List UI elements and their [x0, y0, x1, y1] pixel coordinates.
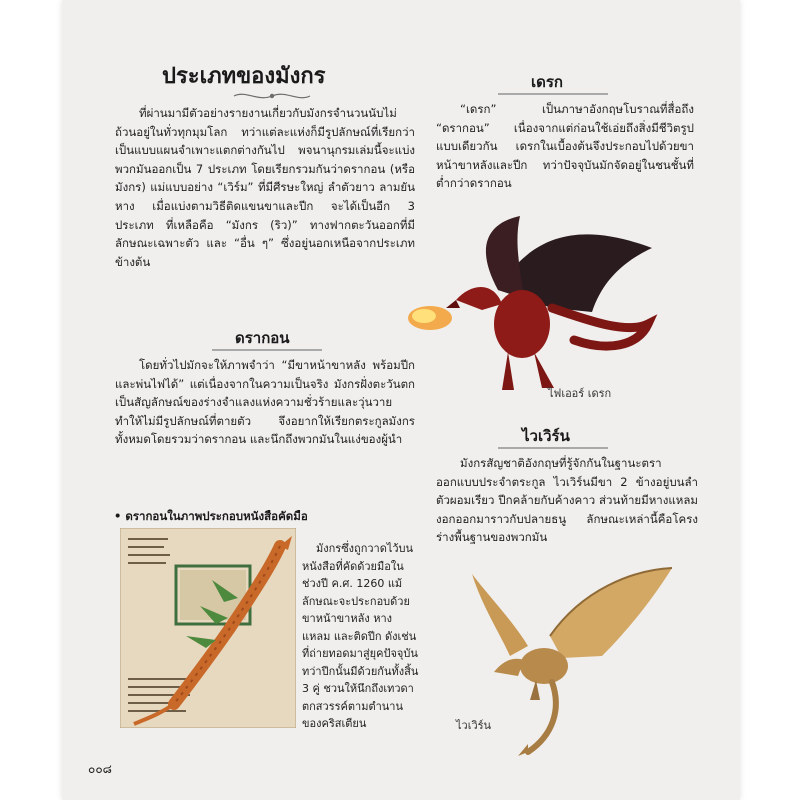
page-title: ประเภทของมังกร [162, 64, 326, 89]
manuscript-paragraph: มังกรซึ่งถูกวาดไว้บนหนังสือที่คัดด้วยมือในช่วงปี ค.ศ. 1260 แม้ลักษณะจะประกอบด้วยขาหน้าขาหลัง หางแหลม และติดปีก ดังเช่นที่ถ่ายทอดมาสู่ยุคปัจจุบัน ทว่าปีกนั้นมีด้วยกันทั้งสิ้น 3 คู่ ชวนให้นึกถึงเทวดาตกสวรรค์ตามตำนานของคริสเตียน [302, 542, 419, 730]
flourish-ornament [232, 88, 312, 104]
dragon-paragraph: โดยทั่วไปมักจะให้ภาพจำว่า “มีขาหน้าขาหลัง พร้อมปีกและพ่นไฟได้” แต่เนื่องจากในความเป็นจริง มังกรฝั่งตะวันตกเป็นสัญลักษณ์ของร่างจำแลงแห่งความชั่วร้ายและวุ่นวาย ทำให้ไม่มีรูปลักษณ์ที่ตายตัว จึงอยากให้เรียกตระกูลมังกรทั้งหมดโดยรวมว่าดรากอน และนึกถึงพวกมันในแง่ของผู้นำ [115, 358, 415, 447]
drake-caption: ไฟเออร์ เดรก [548, 387, 612, 400]
heading-underline [498, 93, 608, 95]
fire-drake-illustration [402, 212, 662, 402]
drake-paragraph: “เดรก” เป็นภาษาอังกฤษโบราณที่สื่อถึง “ดรากอน” เนื่องจากแต่ก่อนใช้เอ่ยถึงสิ่งมีชีวิตรูปแบบเดียวกัน เดรกในเบื้องต้นจึงประกอบไปด้วยขาหน้าขาหลังและปีก ทว่าปัจจุบันมักจัดอยู่ในชนชั้นที่ต่ำกว่าดรากอน [436, 102, 694, 191]
manuscript-dragon-illustration [120, 528, 296, 728]
section-heading-drake: เดรก [531, 73, 564, 91]
intro-paragraph: ที่ผ่านมามีตัวอย่างรายงานเกี่ยวกับมังกรจำนวนนับไม่ถ้วนอยู่ในทั่วทุกมุมโลก ทว่าแต่ละแห่งก็มีรูปลักษณ์ที่เรียกว่าเป็นแบบแผนจำเพาะแตกต่างกันไป พจนานุกรมเล่มนี้จะแบ่งพวกมันออกเป็น 7 ประเภท โดยเรียกรวมกันว่าดรากอน (หรือมังกร) แม่แบบอย่าง “เวิร์ม” ที่มีศีรษะใหญ่ ลำตัวยาว ลามยันหาง เมื่อแบ่งตามวิธีติดแขนขาและปีก จะได้เป็นอีก 3 ประเภท ที่เหลือคือ “มังกร (ริว)” ทางฟากตะวันออกที่มีลักษณะเฉพาะตัว และ “อื่น ๆ” ซึ่งอยู่นอกเหนือจากประเภทข้างต้น [115, 106, 415, 269]
wyvern-paragraph: มังกรสัญชาติอังกฤษที่รู้จักกันในฐานะตราออกแบบประจำตระกูล ไวเวิร์นมีขา 2 ข้างอยู่บนลำตัวผอมเรียว ปีกคล้ายกับค้างคาว ส่วนท้ายมีหางแหลมงอกออกมาราวกับปลายธนู ลักษณะเหล่านี้คือโครงร่างพื้นฐานของพวกมัน [436, 456, 698, 545]
page-number: ๐๐๘ [88, 762, 112, 776]
section-heading-wyvern: ไวเวิร์น [522, 427, 570, 445]
manuscript-subheading: • ดรากอนในภาพประกอบหนังสือคัดมือ [114, 509, 308, 523]
section-heading-dragon: ดรากอน [235, 329, 290, 347]
book-page [62, 0, 740, 800]
heading-underline [498, 447, 608, 449]
heading-underline [212, 349, 322, 351]
wyvern-caption: ไวเวิร์น [456, 719, 492, 732]
